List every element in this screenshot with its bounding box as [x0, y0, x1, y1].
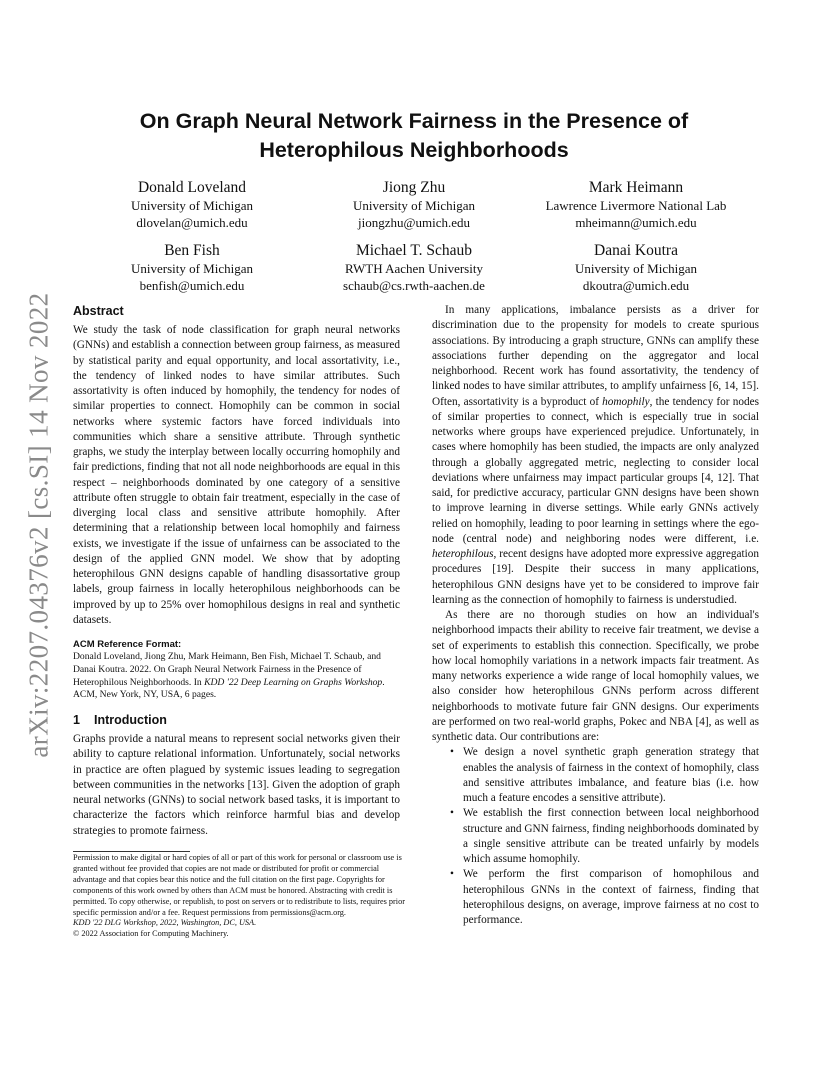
contributions-list: [432, 745, 759, 928]
author-name: Donald Loveland: [137, 179, 247, 196]
author-email: jiongzhu@umich.edu: [358, 214, 470, 230]
author-block: [72, 241, 312, 294]
author-block: [72, 178, 312, 231]
bullet-marker: •: [450, 868, 454, 881]
introduction-paragraph: Graphs provide a natural means to represent social networks given their ability to capture relational information. Unfortunately, social networks in practice are often plagued by systemic issues leading to segregation between communities in the networks [13]. Given the adoption of graph neural networks (GNNs) to social network based tasks, it is important to characterize the factors which reinforce harmful bias and develop strategies to promote fairness.: [73, 733, 400, 837]
bullet-marker: •: [450, 807, 454, 820]
copyright-line: © 2022 Association for Computing Machinery.: [73, 929, 229, 939]
contribution-item: [450, 806, 759, 867]
contribution-text: We design a novel synthetic graph generation strategy that enables the analysis of fairness in the context of homophily, class and sensitive attributes imbalance, and feature bias (i.e. how much a feature encodes a sensitive attribute).: [463, 746, 759, 804]
left-column: [73, 303, 400, 839]
bullet-marker: •: [450, 746, 454, 759]
author-affiliation: University of Michigan: [130, 198, 254, 213]
abstract-heading: Abstract: [73, 304, 124, 318]
author-email: benfish@umich.edu: [139, 277, 245, 293]
emphasis-heterophilous: heterophilous: [432, 548, 494, 560]
acm-reference-text: [73, 651, 400, 702]
arxiv-margin-label: [14, 290, 64, 760]
workshop-venue-text: KDD '22 DLG Workshop, 2022, Washington, DC, USA.: [73, 918, 257, 928]
text-run: , recent designs have adopted more expressive aggregation procedures [19]. Despite their success in many applications, heterophilous GNN designs have yet to be considered to improve fair learning as the connection of homophily to fairness is understudied.: [432, 548, 759, 606]
emphasis-homophily: homophily: [602, 395, 650, 408]
title-line-2: Heterophilous Neighborhoods: [259, 138, 569, 162]
author-email: dkoutra@umich.edu: [582, 277, 690, 293]
author-block: [516, 241, 756, 294]
permission-notice: Permission to make digital or hard copies of all or part of this work for personal or classroom use is granted without fee provided that copies are not made or distributed for profit or commercial advantage and that copies bear this notice and the full citation on the first page. Copyrights for components of this work owned by others than ACM must be honored. Abstracting with credit is permitted. To copy otherwise, or republish, to post on servers or to redistribute to lists, requires prior specific permission and/or a fee. Request permissions from permissions@acm.org.: [73, 853, 405, 917]
author-block: [294, 241, 534, 294]
author-email: dlovelan@umich.edu: [136, 214, 248, 230]
author-email: mheimann@umich.edu: [575, 214, 697, 230]
abstract-text: We study the task of node classification for graph neural networks (GNNs) and establish a connection between group fairness, as measured by statistical parity and equal opportunity, and local assortativity, i.e., the tendency of linked nodes to have similar attributes. Such assortativity is often induced by homophily, the tendency for nodes of similar properties to connect. Homophily can be common in social networks where systemic factors have forced individuals into communities which share a sensitive attribute. Through synthetic graphs, we study the interplay between locally occurring homophily and fair predictions, finding that not all node neighborhoods are equal in this respect – neighborhoods dominated by one category of a sensitive attribute often struggle to obtain fair treatment, especially in the case of diverging local class and sensitive attribute homophily. After determining that a relationship between local homophily and fairness exists, we investigate if the issue of unfairness can be associated to the design of the applied GNN model. We show that by adopting heterophilous GNN designs capable of handling disassortative group labels, group fairness in locally heterophilous neighborhoods can be improved by up to 25% over homophilous designs in real and synthetic datasets.: [73, 324, 400, 626]
introduction-heading: [73, 712, 400, 728]
author-affiliation: RWTH Aachen University: [345, 261, 483, 276]
acm-reference-citation: Donald Loveland, Jiong Zhu, Mark Heimann, Ben Fish, Michael T. Schaub, and Danai Koutra. 2022. On Graph Neural Network Fairness in the Presence of Heterophilous Neighborhoods. In: [73, 651, 381, 688]
author-name: Danai Koutra: [594, 242, 678, 259]
text-run: In many applications, imbalance persists as a driver for discrimination due to the propensity for models to create spurious associations. By introducing a graph structure, GNNs can amplify these associations further depending on the aggregator and local neighborhood. Recent work has found assortativity, the tendency of linked nodes to have similar attributes, to amplify unfairness [6, 14, 15]. Often, assortativity is a byproduct of: [432, 304, 759, 408]
intro-paragraph-3: As there are no thorough studies on how an individual's neighborhood impacts their ability to receive fair treatment, we devise a set of experiments to establish this connection. Specifically, we probe how local homophily variations in a network impacts fair treatment. As many networks experience a wide range of local homophily values, we also consider how heterophilous GNNs perform across different neighborhoods to motivate future fair GNN designs. Our experiments are performed on two real-world graphs, Pokec and NBA [4], as well as synthetic data. Our contributions are:: [432, 609, 759, 743]
author-affiliation: University of Michigan: [130, 261, 254, 276]
author-block: [294, 178, 534, 231]
author-affiliation: University of Michigan: [574, 261, 698, 276]
acm-reference-venue: KDD '22 Deep Learning on Graphs Workshop: [204, 676, 383, 688]
copyright-footnote: [73, 853, 406, 940]
intro-paragraph-2: [432, 303, 759, 608]
author-name: Mark Heimann: [588, 179, 684, 196]
contribution-text: We perform the first comparison of homophilous and heterophilous GNNs in the context of fairness, finding that heterophilous designs, on average, improve fairness at no cost to performance.: [463, 868, 759, 926]
footnote-rule: [73, 851, 190, 852]
author-block: [516, 178, 756, 231]
paper-title: [100, 107, 728, 165]
author-affiliation: Lawrence Livermore National Lab: [545, 198, 727, 213]
acm-reference-publisher: . ACM, New York, NY, USA, 6 pages.: [73, 676, 385, 701]
author-name: Jiong Zhu: [382, 179, 446, 196]
contribution-item: [450, 745, 759, 806]
title-line-1: On Graph Neural Network Fairness in the Presence of: [139, 109, 689, 133]
author-email: schaub@cs.rwth-aachen.de: [343, 277, 485, 293]
author-name: Michael T. Schaub: [355, 242, 473, 259]
arxiv-identifier: arXiv:2207.04376v2 [cs.SI] 14 Nov 2022: [23, 292, 54, 758]
section-number: 1: [73, 713, 80, 728]
author-affiliation: University of Michigan: [352, 198, 476, 213]
author-name: Ben Fish: [164, 242, 220, 259]
workshop-venue: [73, 918, 406, 929]
right-column: [432, 303, 759, 928]
contribution-item: [450, 867, 759, 928]
contribution-text: We establish the first connection between local neighborhood structure and GNN fairness, finding neighborhoods dominated by a single sensitive attribute can be treated unfairly by models which assume homophily.: [463, 807, 759, 865]
section-title: Introduction: [94, 713, 167, 728]
text-run: , the tendency for nodes of similar properties to connect, which is especially true in social networks where groups have experienced prejudice. Unfortunately, in cases where homophily has been studied, the impacts are only analyzed through a globally aggregated metric, neglecting to consider local deviations where unfairness may impact particular groups [4, 12]. That said, for predictive accuracy, particular GNN designs have been shown to improve learning in diverse settings. While early GNNs actively relied on homophily, leading to poor learning in settings where the ego-node (central node) and neighboring nodes were different, i.e.: [432, 395, 759, 545]
acm-reference-heading: ACM Reference Format:: [73, 639, 182, 650]
